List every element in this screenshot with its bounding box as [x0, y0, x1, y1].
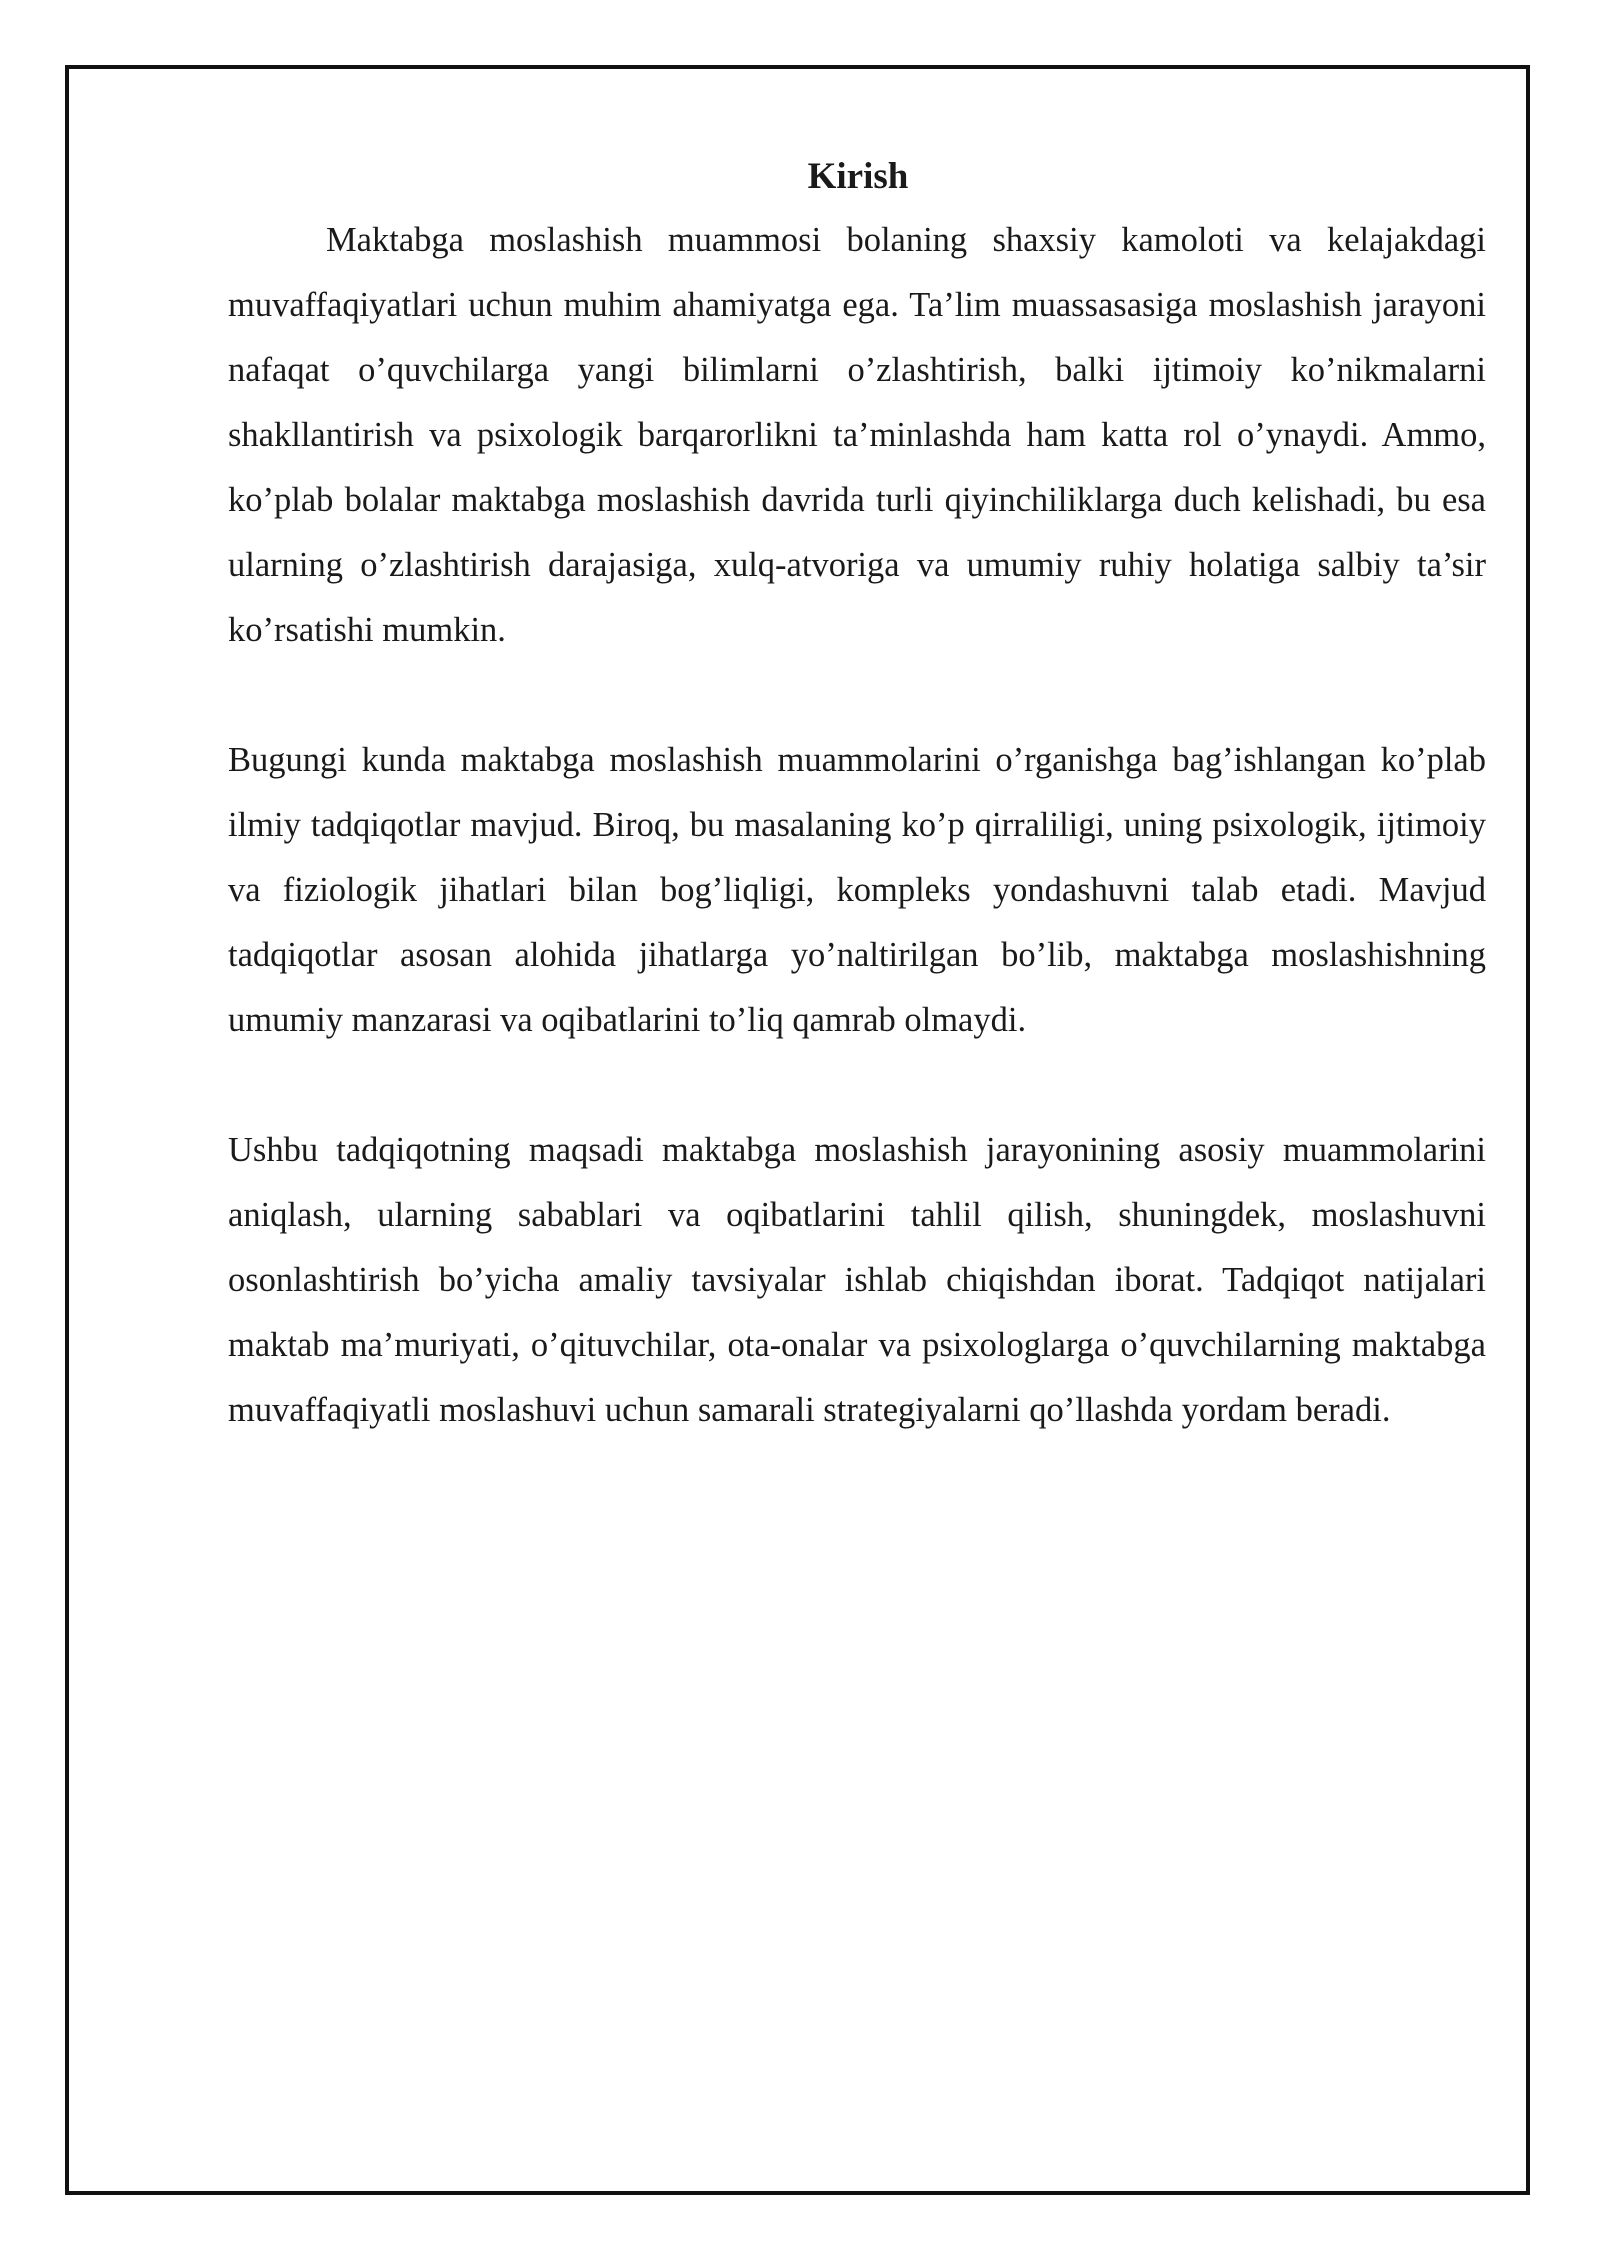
- paragraph-introduction: Maktabga moslashish muammosi bolaning shaxsiy kamoloti va kelajakdagi muvaffaqiyatlari uchun muhim ahamiyatga ega. Ta’lim muassasasiga moslashish jarayoni nafaqat o’quvchilarga yangi bilimlarni o’zlashtirish, balki ijtimoiy ko’nikmalarni shakllantirish va psixologik barqarorlikni ta’minlashda ham katta rol o’ynaydi. Ammo, ko’plab bolalar maktabga moslashish davrida turli qiyinchiliklarga duch kelishadi, bu esa ularning o’zlashtirish darajasiga, xulq-atvoriga va umumiy ruhiy holatiga salbiy ta’sir ko’rsatishi mumkin.: [228, 221, 1486, 649]
- paragraph-research-goal: Ushbu tadqiqotning maqsadi maktabga moslashish jarayonining asosiy muammolarini aniqlash, ularning sabablari va oqibatlarini tahlil qilish, shuningdek, moslashuvni osonlashtirish bo’yicha amaliy tavsiyalar ishlab chiqishdan iborat. Tadqiqot natijalari maktab ma’muriyati, o’qituvchilar, ota-onalar va psixologlarga o’quvchilarning maktabga muvaffaqiyatli moslashuvi uchun samarali strategiyalarni qo’llashda yordam beradi.: [228, 1131, 1486, 1429]
- document-title: Kirish: [807, 156, 909, 197]
- paragraph-research-state: Bugungi kunda maktabga moslashish muammolarini o’rganishga bag’ishlangan ko’plab ilmiy tadqiqotlar mavjud. Biroq, bu masalaning ko’p qirraliligi, uning psixologik, ijtimoiy va fiziologik jihatlari bilan bog’liqligi, kompleks yondashuvni talab etadi. Mavjud tadqiqotlar asosan alohida jihatlarga yo’naltirilgan bo’lib, maktabga moslashishning umumiy manzarasi va oqibatlarini to’liq qamrab olmaydi.: [228, 741, 1486, 1039]
- document-body: [228, 150, 1486, 1443]
